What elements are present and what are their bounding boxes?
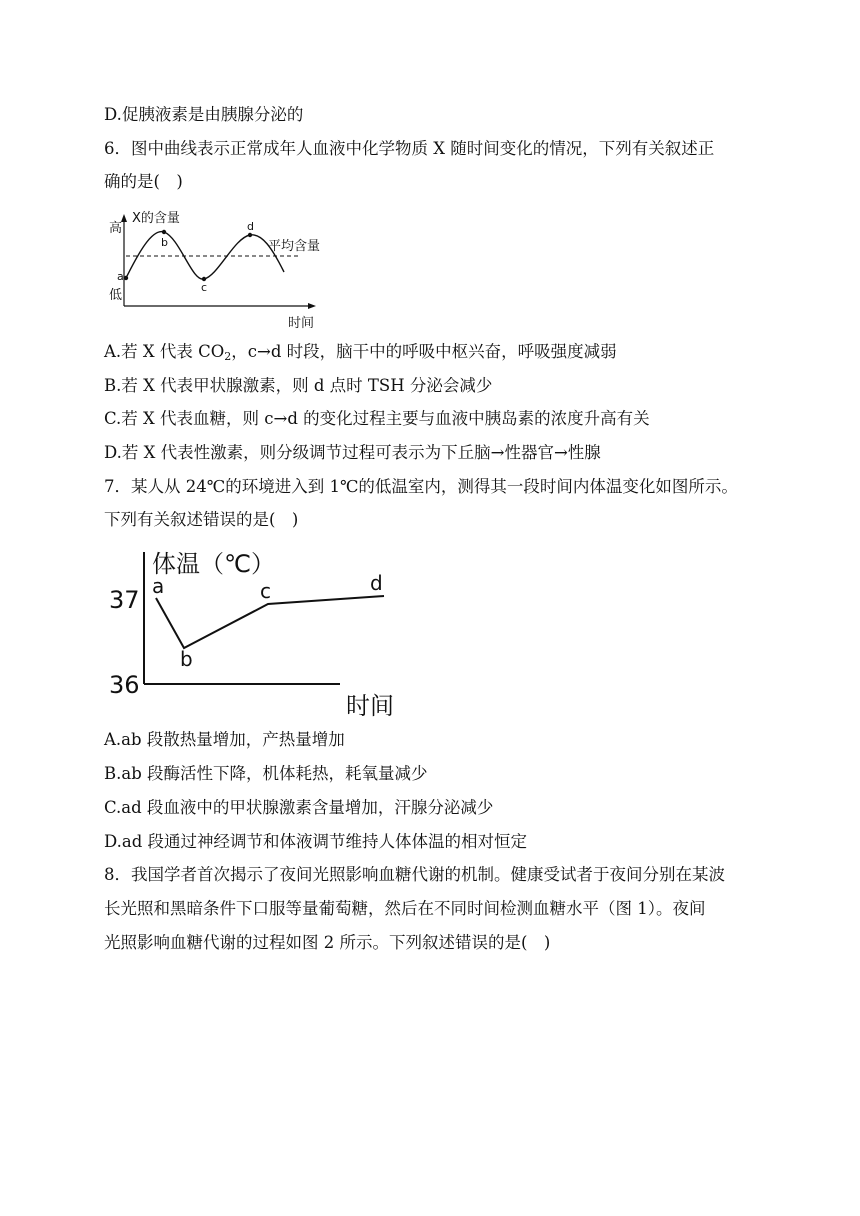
q6-y-title: X的含量 bbox=[132, 211, 180, 226]
q7-label-a: a bbox=[152, 574, 165, 598]
q8-stem-line3: 光照影响血糖代谢的过程如图 2 所示。下列叙述错误的是( ) bbox=[104, 933, 551, 952]
q7-figure bbox=[100, 538, 410, 722]
q6-figure bbox=[100, 202, 340, 334]
q7-x-label: 时间 bbox=[346, 692, 394, 720]
q6-label-a: a bbox=[117, 270, 124, 283]
q8-stem-line2: 长光照和黑暗条件下口服等量葡萄糖，然后在不同时间检测血糖水平（图 1）。夜间 bbox=[104, 899, 706, 918]
q7-option-c: C.ad 段血液中的甲状腺激素含量增加，汗腺分泌减少 bbox=[104, 798, 494, 817]
q7-stem-line2: 下列有关叙述错误的是( ) bbox=[104, 510, 299, 529]
q7-y-title: 体温（℃） bbox=[152, 550, 275, 578]
q6-option-d: D.若 X 代表性激素，则分级调节过程可表示为下丘脑→性器官→性腺 bbox=[104, 443, 601, 462]
q7-label-c: c bbox=[260, 579, 271, 603]
q6-point-d bbox=[248, 233, 252, 237]
q6-option-c: C.若 X 代表血糖，则 c→d 的变化过程主要与血液中胰岛素的浓度升高有关 bbox=[104, 409, 650, 428]
q7-option-b: B.ab 段酶活性下降，机体耗热，耗氧量减少 bbox=[104, 764, 428, 783]
q6-label-b: b bbox=[161, 236, 168, 249]
q6-label-d: d bbox=[247, 220, 254, 233]
q6-point-a bbox=[124, 276, 128, 280]
q6-x-arrow bbox=[308, 303, 316, 309]
q6-option-a: A.若 X 代表 $CO_2$，c→d 时段，脑干中的呼吸中枢兴奋，呼吸强度减弱 bbox=[104, 342, 617, 363]
q6-y-low: 低 bbox=[109, 288, 123, 303]
q6-stem-line2: 确的是( ) bbox=[104, 172, 183, 191]
q6-point-b bbox=[162, 230, 166, 234]
q5-option-d: D.促胰液素是由胰腺分泌的 bbox=[104, 105, 304, 124]
q6-x-label: 时间 bbox=[288, 316, 315, 331]
q7-option-d: D.ad 段通过神经调节和体液调节维持人体体温的相对恒定 bbox=[104, 832, 528, 851]
q7-label-b: b bbox=[180, 647, 193, 671]
q7-label-d: d bbox=[370, 571, 383, 595]
q6-label-c: c bbox=[201, 281, 208, 294]
q6-option-b: B.若 X 代表甲状腺激素，则 d 点时 TSH 分泌会减少 bbox=[104, 376, 493, 395]
q6-average-label: 平均含量 bbox=[268, 239, 321, 254]
q7-temperature-line bbox=[156, 596, 384, 648]
q7-tick-36: 36 bbox=[109, 671, 140, 699]
q6-y-high: 高 bbox=[109, 221, 123, 236]
q7-tick-37: 37 bbox=[109, 586, 140, 614]
q7-stem-line1: 7．某人从 24℃的环境进入到 1℃的低温室内，测得其一段时间内体温变化如图所示。 bbox=[104, 477, 738, 496]
q8-stem-line1: 8．我国学者首次揭示了夜间光照影响血糖代谢的机制。健康受试者于夜间分别在某波 bbox=[104, 865, 725, 884]
q7-option-a: A.ab 段散热量增加，产热量增加 bbox=[104, 730, 345, 749]
q6-curve bbox=[126, 232, 284, 280]
q6-stem-line1: 6．图中曲线表示正常成年人血液中化学物质 X 随时间变化的情况，下列有关叙述正 bbox=[104, 139, 715, 158]
